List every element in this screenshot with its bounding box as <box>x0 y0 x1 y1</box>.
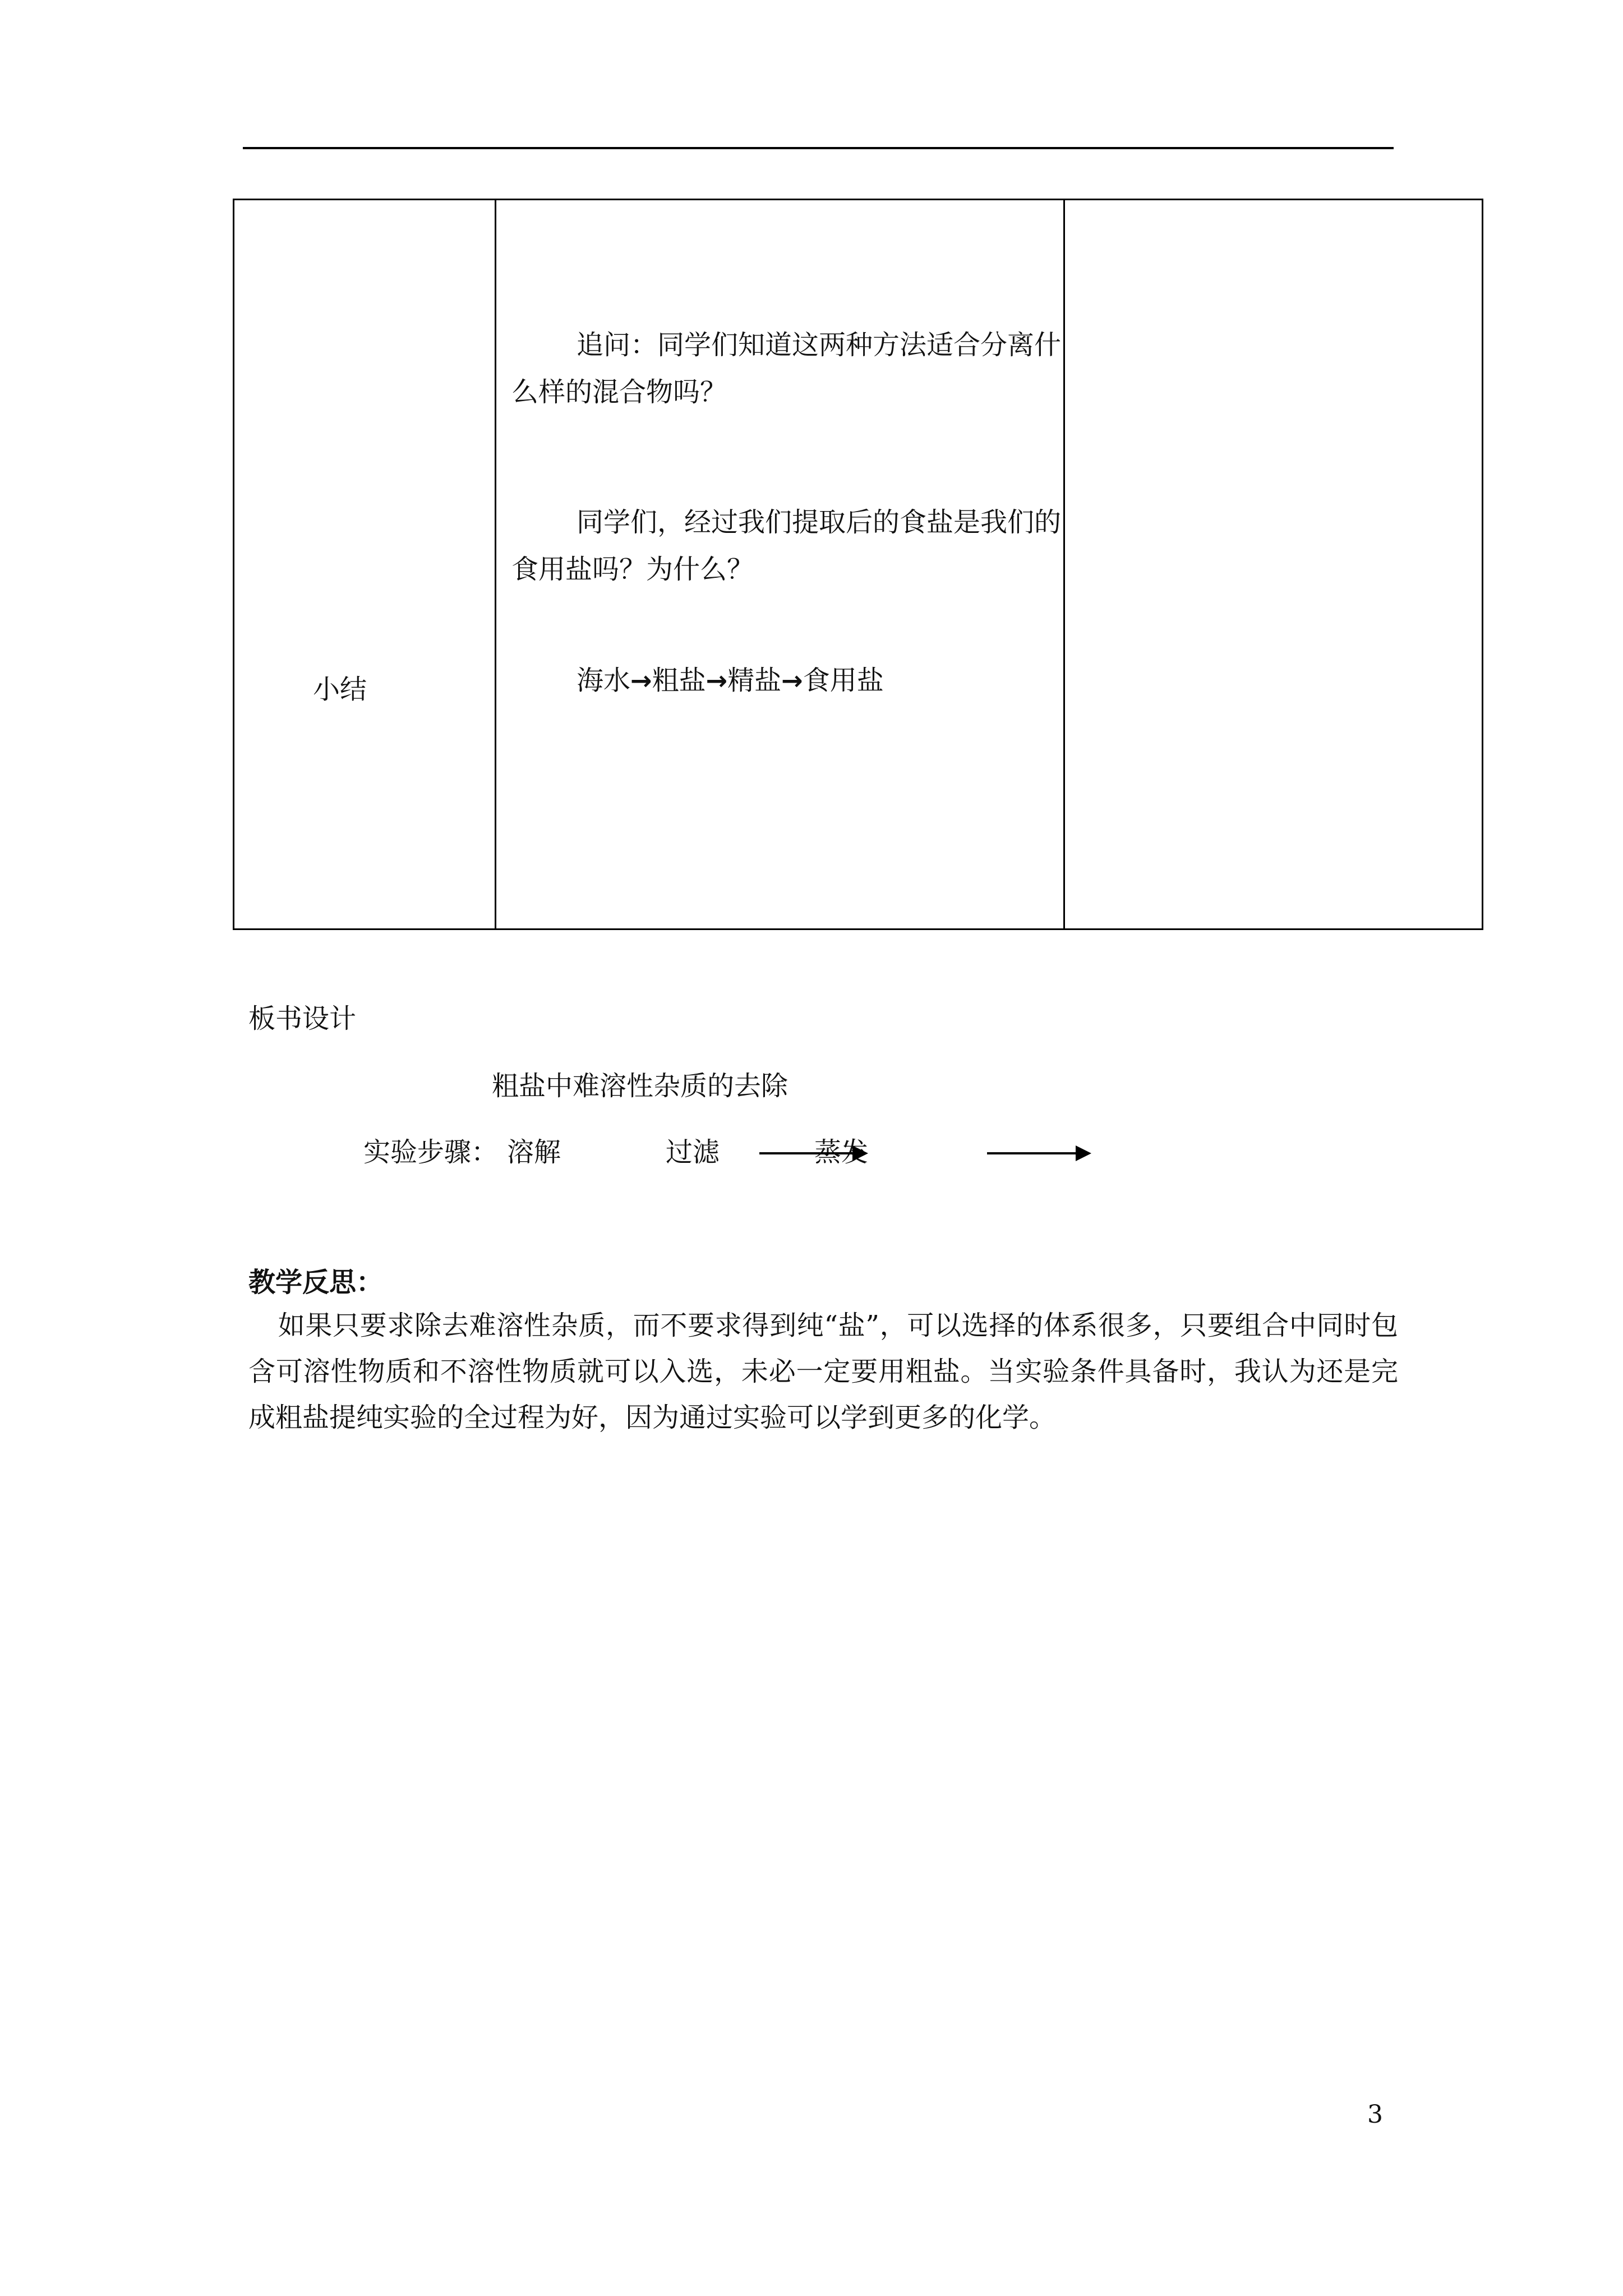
question-text: 追问：同学们知道这两种方法适合分离什么样的混合物吗？ <box>511 329 1062 408</box>
right-arrow-icon <box>759 1152 866 1154</box>
follow-up-paragraph <box>511 499 1061 593</box>
steps-label: 实验步骤： <box>363 1137 499 1168</box>
lesson-table <box>233 199 1483 930</box>
header-rule <box>243 147 1394 149</box>
flow-item: 食用盐 <box>803 665 884 696</box>
flow-item: 海水 <box>577 665 631 696</box>
right-arrow-icon: → <box>781 665 803 696</box>
flow-item: 粗盐 <box>652 665 706 696</box>
right-arrow-icon: → <box>630 665 652 696</box>
right-arrow-icon <box>987 1152 1089 1154</box>
follow-up-text: 同学们，经过我们提取后的食盐是我们的食用盐吗？为什么？ <box>511 507 1062 585</box>
reflection-body <box>248 1303 1398 1441</box>
board-design-label: 板书设计 <box>248 1003 357 1034</box>
right-arrow-icon: → <box>706 665 728 696</box>
board-design-title: 粗盐中难溶性杂质的去除 <box>492 1070 789 1102</box>
step-evaporate: 蒸发 <box>814 1137 869 1168</box>
experiment-steps <box>0 1135 1623 1180</box>
page-number: 3 <box>1367 2100 1383 2129</box>
column-divider <box>1063 200 1065 928</box>
question-paragraph <box>511 321 1061 416</box>
reflection-heading: 教学反思： <box>248 1267 384 1298</box>
flow-item: 精盐 <box>727 665 782 696</box>
salt-flow <box>511 657 1061 704</box>
column-divider <box>495 200 496 928</box>
step-dissolve: 溶解 <box>507 1137 561 1168</box>
row-label: 小结 <box>313 674 367 705</box>
reflection-text: 如果只要求除去难溶性杂质，而不要求得到纯“盐”，可以选择的体系很多，只要组合中同时包含可溶性物质和不溶性物质就可以入选，未必一定要用粗盐。当实验条件具备时，我认为还是完成粗盐提纯实验的全过程为好，因为通过实验可以学到更多的化学。 <box>248 1310 1398 1433</box>
step-filter: 过滤 <box>666 1137 720 1168</box>
